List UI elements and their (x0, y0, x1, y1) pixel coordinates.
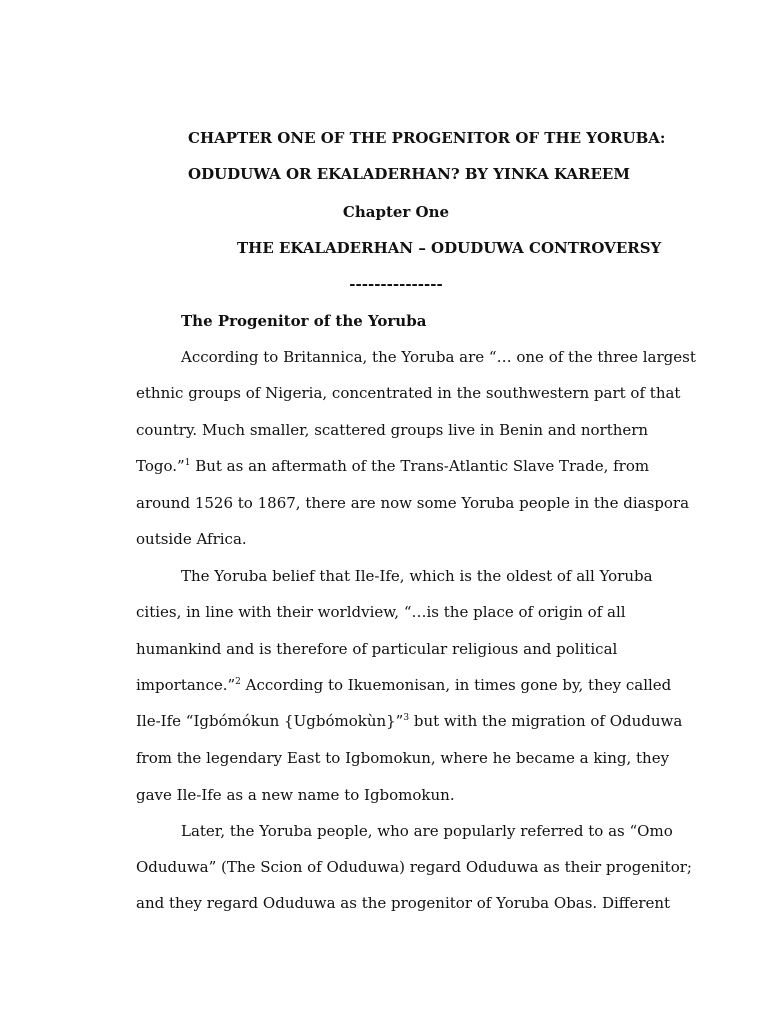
paragraph-2-line-2: cities, in line with their worldview, “…is the place of origin of all (136, 603, 626, 621)
chapter-title: THE EKALADERHAN – ODUDUWA CONTROVERSY (237, 239, 662, 257)
paragraph-2-line-1: The Yoruba belief that Ile-Ife, which is the oldest of all Yoruba (181, 567, 653, 585)
section-heading: The Progenitor of the Yoruba (181, 312, 427, 330)
paragraph-3-line-1: Later, the Yoruba people, who are popularly referred to as “Omo (181, 822, 673, 840)
paragraph-1-line-5: around 1526 to 1867, there are now some Yoruba people in the diaspora (136, 494, 690, 512)
paragraph-1-line-3: country. Much smaller, scattered groups live in Benin and northern (136, 421, 649, 439)
paragraph-2-line-5-text-b: but with the migration of Oduduwa (409, 712, 683, 730)
paragraph-2-line-6: from the legendary East to Igbomokun, where he became a king, they (136, 749, 670, 767)
chapter-label: Chapter One (342, 203, 450, 221)
paragraph-2-line-3: humankind and is therefore of particular religious and political (136, 640, 618, 658)
paragraph-1-line-6: outside Africa. (136, 530, 247, 548)
paragraph-1-line-4-text-b: But as an aftermath of the Trans-Atlantic Slave Trade, from (190, 457, 650, 475)
paragraph-2-line-4-text-b: According to Ikuemonisan, in times gone by, they called (240, 676, 672, 694)
separator-line: --------------- (349, 275, 443, 293)
paragraph-3-line-3: and they regard Oduduwa as the progenitor of Yoruba Obas. Different (136, 894, 671, 912)
paragraph-2-line-7: gave Ile-Ife as a new name to Igbomokun. (136, 786, 455, 804)
paragraph-2-line-4 (136, 675, 671, 695)
footnote-marker-1: 1 (184, 458, 191, 468)
paragraph-2-line-5 (136, 711, 682, 731)
footnote-marker-3: 3 (403, 713, 410, 723)
footnote-marker-2: 2 (235, 677, 241, 687)
paragraph-1-line-4 (136, 456, 649, 476)
document-title-line-1: CHAPTER ONE OF THE PROGENITOR OF THE YORUBA: (188, 129, 666, 147)
paragraph-1-line-4-text-a: Togo.” (136, 457, 185, 475)
paragraph-1-line-2: ethnic groups of Nigeria, concentrated in the southwestern part of that (136, 384, 681, 402)
paragraph-3-line-2: Oduduwa” (The Scion of Oduduwa) regard Oduduwa as their progenitor; (136, 858, 692, 876)
paragraph-2-line-5-text-a: Ile-Ife “Igbómókun {Ugbómokùn}” (136, 712, 404, 730)
document-title-line-2: ODUDUWA OR EKALADERHAN? BY YINKA KAREEM (188, 165, 630, 183)
paragraph-2-line-4-text-a: importance.” (136, 676, 236, 694)
paragraph-1-line-1: According to Britannica, the Yoruba are “… one of the three largest (181, 348, 696, 366)
